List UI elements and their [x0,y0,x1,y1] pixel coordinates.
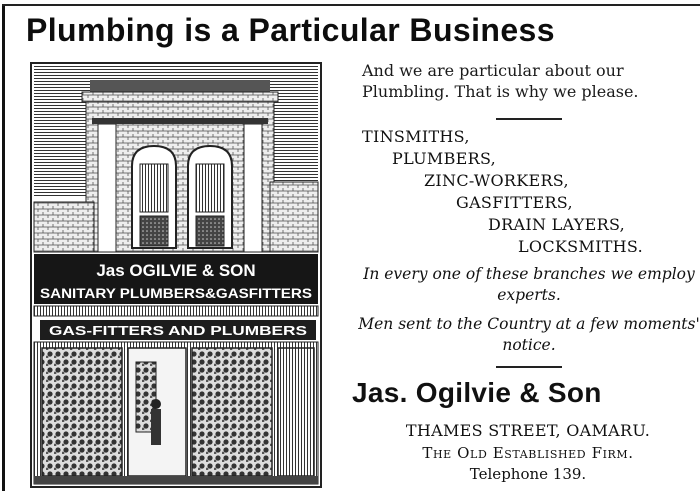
cornice [82,92,278,102]
left-building [34,202,94,252]
trade-zinc-workers: ZINC-WORKERS, [424,171,569,190]
band-text: GAS-FITTERS AND PLUMBERS [49,323,308,338]
shopkeeper-figure-body [151,409,161,445]
trade-plumbers: PLUMBERS, [392,149,497,168]
shopkeeper-figure-head [151,399,161,409]
trade-tinsmiths: TINSMITHS, [362,127,470,146]
trade-drain-layers: DRAIN LAYERS, [488,215,626,234]
roof-parapet [90,80,270,92]
sign-ledge [34,306,318,316]
firm-name: Jas. Ogilvie & Son [352,377,602,408]
experts-note: In every one of these branches we employ experts. [363,265,695,304]
sign-line-1: Jas OGILVIE & SON [96,261,256,280]
trade-locksmiths: LOCKSMITHS. [518,237,644,256]
right-building [270,182,318,252]
string-course [92,118,268,124]
headline: Plumbing is a Particular Business [26,12,555,48]
intro-text: And we are particular about our Plumbling. That is why we please. [362,61,639,101]
shop-window-left [42,348,122,476]
pilaster-right [244,124,262,252]
border-top [2,4,700,6]
telephone: Telephone 139. [469,465,587,483]
trade-gasfitters: GASFITTERS, [456,193,573,212]
established-line: The Old Established Firm. [422,444,634,462]
side-door [278,348,314,476]
address: THAMES STREET, OAMARU. [405,421,651,440]
divider-2 [496,366,562,368]
border-left [2,4,5,491]
footpath [34,476,318,484]
divider-1 [496,118,562,120]
shop-window-right [192,348,272,476]
pilaster-left [98,124,116,252]
country-note: Men sent to the Country at a few moments' notice. [358,315,700,354]
sign-line-2: SANITARY PLUMBERS&GASFITTERS [40,286,312,301]
shopfront-illustration [30,62,322,488]
